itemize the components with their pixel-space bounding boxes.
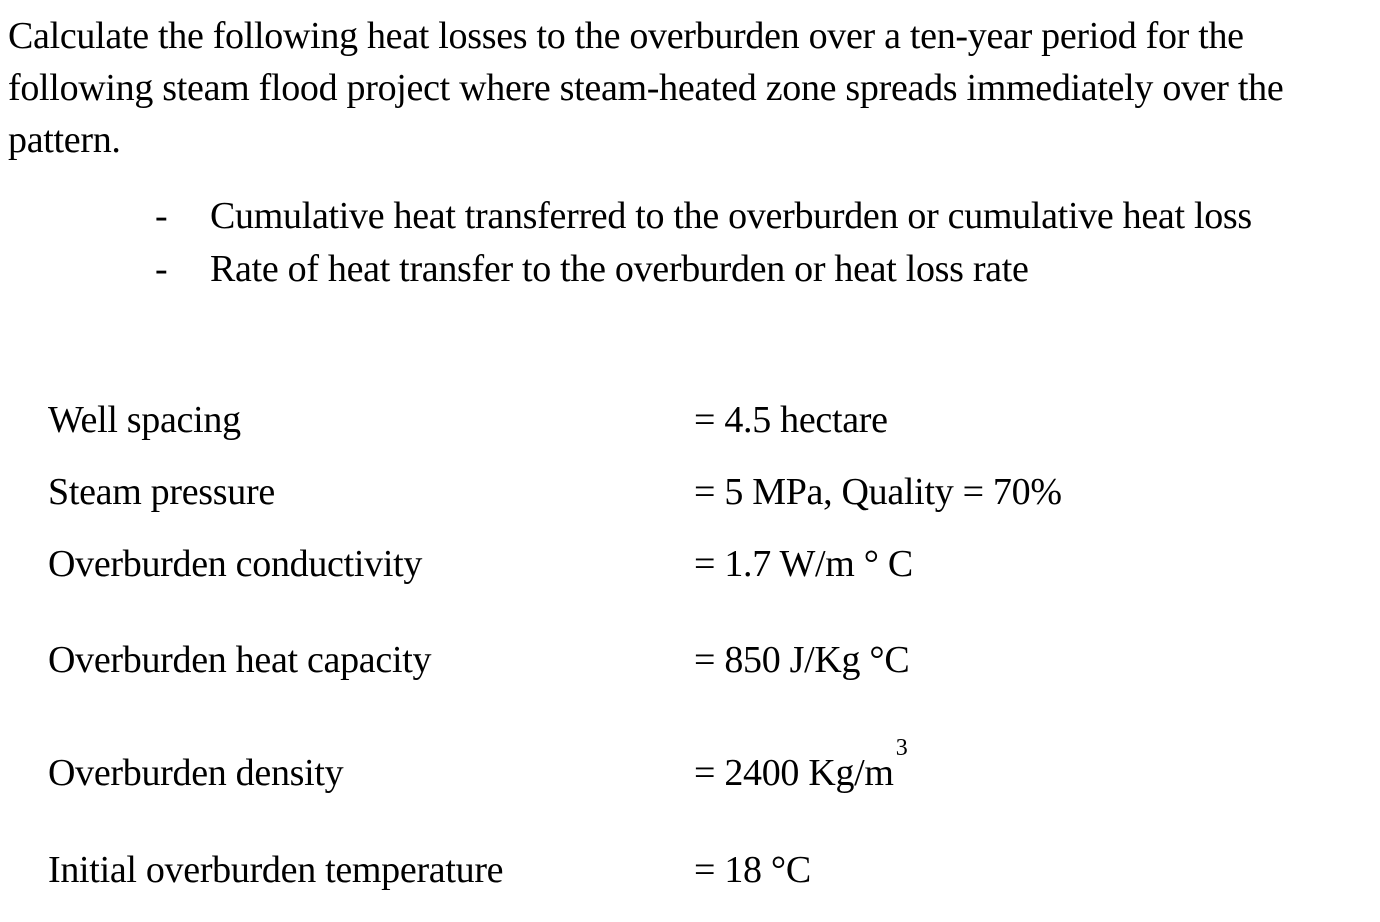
param-value: = 850 J/Kg °C — [694, 639, 910, 681]
bullet-text: Rate of heat transfer to the overburden or heat loss rate — [210, 248, 1029, 290]
param-value: = 2400 Kg/m — [694, 752, 894, 794]
param-label: Overburden density — [48, 752, 344, 794]
param-value: = 5 MPa, Quality = 70% — [694, 471, 1062, 513]
bullet-list — [0, 190, 1380, 296]
param-label: Overburden heat capacity — [48, 639, 432, 681]
param-value: = 4.5 hectare — [694, 399, 888, 441]
bullet-marker: - — [155, 195, 168, 237]
param-label: Overburden conductivity — [48, 543, 423, 585]
param-value: = 18 °C — [694, 849, 811, 891]
param-value: = 1.7 W/m ° C — [694, 543, 913, 585]
problem-statement: Calculate the following heat losses to the overburden over a ten-year period for the following steam flood project where steam-heated zone spreads immediately over the pattern. — [8, 15, 1284, 161]
bullet-marker: - — [155, 248, 168, 290]
param-label: Initial overburden temperature — [48, 849, 504, 891]
param-value-superscript: 3 — [895, 735, 908, 761]
param-value-group — [694, 735, 908, 801]
bullet-text: Cumulative heat transferred to the overburden or cumulative heat loss — [210, 195, 1252, 237]
param-label: Well spacing — [48, 399, 241, 441]
bullet-item-cumulative-heat-loss — [0, 190, 1380, 243]
bullet-item-heat-loss-rate — [0, 243, 1380, 296]
param-label: Steam pressure — [48, 471, 275, 513]
